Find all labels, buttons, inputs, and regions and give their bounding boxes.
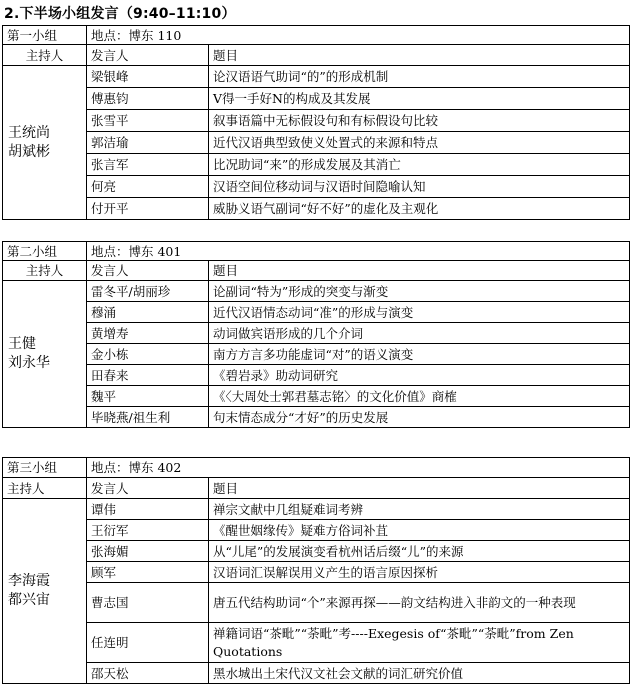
speaker-header: 发言人: [87, 261, 209, 281]
topic-header: 题目: [209, 45, 630, 66]
speaker-cell: 曹志国: [87, 583, 209, 623]
speaker-cell: 穆涌: [87, 302, 209, 323]
host-cell: [3, 66, 87, 220]
topic-cell: 叙事语篇中无标假设句和有标假设句比较: [209, 110, 630, 132]
host-header: 主持人: [3, 478, 87, 499]
speaker-cell: 顾军: [87, 562, 209, 583]
host-header: 主持人: [3, 45, 87, 66]
topic-cell: 从“儿尾”的发展演变看杭州话后缀“儿”的来源: [209, 541, 630, 562]
speaker-cell: 魏平: [87, 386, 209, 407]
speaker-cell: 付开平: [87, 198, 209, 220]
speaker-cell: 张言军: [87, 154, 209, 176]
speaker-cell: 任连明: [87, 623, 209, 663]
topic-cell: 威胁义语气副词“好不好”的虚化及主观化: [209, 198, 630, 220]
group-table-1: [2, 25, 630, 220]
host-name: 胡斌彬: [8, 143, 50, 160]
topic-cell: 句末情态成分“才好”的历史发展: [209, 407, 630, 428]
speaker-cell: 谭伟: [87, 499, 209, 520]
speaker-cell: 王衍军: [87, 520, 209, 541]
topic-cell: 汉语词汇误解误用义产生的语言原因探析: [209, 562, 630, 583]
host-name: 刘永华: [8, 355, 50, 371]
topic-cell: 近代汉语典型致使义处置式的来源和特点: [209, 132, 630, 154]
topic-cell: V得一手好N的构成及其发展: [209, 88, 630, 110]
topic-cell: 汉语空间位移动词与汉语时间隐喻认知: [209, 176, 630, 198]
topic-cell: 禅籍词语“茶毗”“荼毗”考----Exegesis of“茶毗”“荼毗”from Zen Quotations: [209, 623, 630, 663]
host-cell: [3, 499, 87, 684]
speaker-cell: 何亮: [87, 176, 209, 198]
topic-cell: 动词做宾语形成的几个介词: [209, 323, 630, 344]
topic-header: 题目: [209, 261, 630, 281]
section-title: 2.下半场小组发言（9:40–11:10）: [4, 6, 236, 22]
topic-cell: 《〈大周处士郭君墓志铭〉的文化价值》商榷: [209, 386, 630, 407]
group-location: 地点：博东 110: [87, 26, 630, 45]
host-name: 都兴宙: [8, 592, 50, 608]
group-location: 地点：博东 402: [87, 458, 630, 478]
host-name: 王健: [8, 336, 36, 352]
host-header: 主持人: [3, 261, 87, 281]
speaker-cell: 梁银峰: [87, 66, 209, 88]
speaker-cell: 金小栋: [87, 344, 209, 365]
topic-cell: 论汉语语气助词“的”的形成机制: [209, 66, 630, 88]
speaker-cell: 邵天松: [87, 663, 209, 684]
speaker-header: 发言人: [87, 45, 209, 66]
group-name: 第一小组: [3, 26, 87, 45]
topic-cell: 禅宗文献中几组疑难词考辨: [209, 499, 630, 520]
topic-cell: 黑水城出土宋代汉文社会文献的词汇研究价值: [209, 663, 630, 684]
topic-cell: 唐五代结构助词“个”来源再探——韵文结构进入非韵文的一种表现: [209, 583, 630, 623]
topic-cell: 《碧岩录》助动词研究: [209, 365, 630, 386]
speaker-cell: 张雪平: [87, 110, 209, 132]
group-table-2: [2, 241, 630, 428]
speaker-cell: 雷冬平/胡丽珍: [87, 281, 209, 302]
group-location: 地点：博东 401: [87, 242, 630, 261]
host-cell: [3, 281, 87, 428]
host-name: 王统尚: [8, 124, 50, 141]
group-name: 第三小组: [3, 458, 87, 478]
topic-cell: 论副词“特为”形成的突变与渐变: [209, 281, 630, 302]
topic-cell: 近代汉语情态动词“准”的形成与演变: [209, 302, 630, 323]
group-name: 第二小组: [3, 242, 87, 261]
topic-cell: 南方方言多功能虚词“对”的语义演变: [209, 344, 630, 365]
speaker-header: 发言人: [87, 478, 209, 499]
topic-header: 题目: [209, 478, 630, 499]
speaker-cell: 黄增寿: [87, 323, 209, 344]
topic-cell: 比况助词“来”的形成发展及其消亡: [209, 154, 630, 176]
speaker-cell: 张海媚: [87, 541, 209, 562]
speaker-cell: 毕晓燕/祖生利: [87, 407, 209, 428]
group-table-3: [2, 457, 630, 684]
speaker-cell: 郭洁瑜: [87, 132, 209, 154]
topic-cell: 《醒世姻缘传》疑难方俗词补苴: [209, 520, 630, 541]
host-name: 李海霞: [8, 573, 50, 589]
speaker-cell: 傅惠钧: [87, 88, 209, 110]
speaker-cell: 田春来: [87, 365, 209, 386]
